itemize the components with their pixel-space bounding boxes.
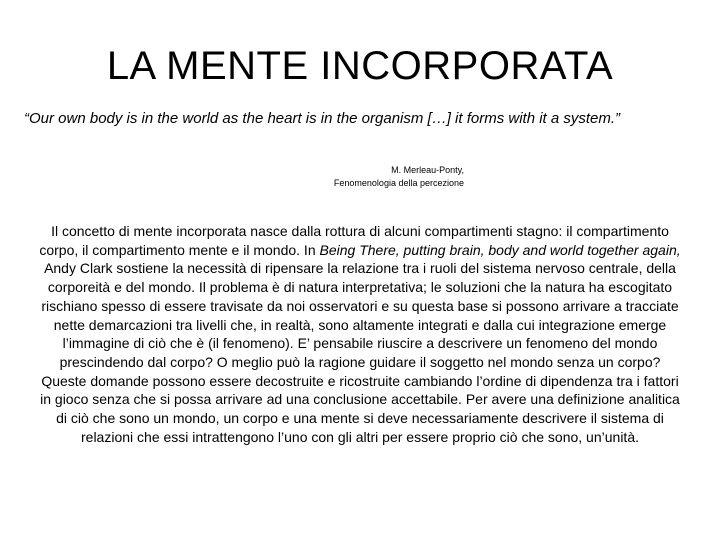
body-text-part-1: Il concetto di mente incorporata nasce dalla rottura di alcuni compartimenti stagno: il compartimento corpo, il compartimento mente e il mondo. In bbox=[39, 223, 669, 258]
body-paragraph bbox=[36, 222, 684, 446]
body-text-part-2: Andy Clark sostiene la necessità di ripensare la relazione tra i ruoli del sistema nervoso centrale, della corporeità e del mondo. Il problema è di natura interpretativa; le soluzioni che la natura ha escogitato rischiano spesso di essere travisate da noi osservatori e su questa base si possono arrivare a tracciate nette demarcazioni tra livelli che, in realtà, sono altamente integrati e dalla cui integrazione emerge l’immagine di ciò che è (il fenomeno). E’ pensabile riuscire a descrivere un fenomeno del mondo prescindendo dal corpo? O meglio può la ragione guidare il soggetto nel mondo senza un corpo? Queste domande possono essere decostruite e ricostruite cambiando l’ordine di dipendenza tra i fattori in gioco senza che si possa arrivare ad una conclusione accettabile. Per avere una definizione analitica di ciò che sono un mondo, un corpo e una mente si deve necessariamente descrivere il sistema di relazioni che essi intrattengono l’uno con gli altri per essere proprio ciò che sono, un’unità. bbox=[40, 260, 680, 445]
quote: “Our own body is in the world as the heart is in the organism […] it forms with it a system.” bbox=[24, 110, 621, 127]
slide-title: LA MENTE INCORPORATA bbox=[106, 44, 614, 88]
quote-attribution bbox=[270, 164, 464, 190]
attribution-author: M. Merleau-Ponty, bbox=[391, 165, 464, 175]
book-title: Being There, putting brain, body and world together again, bbox=[319, 241, 681, 258]
attribution-work: Fenomenologia della percezione bbox=[333, 178, 464, 188]
